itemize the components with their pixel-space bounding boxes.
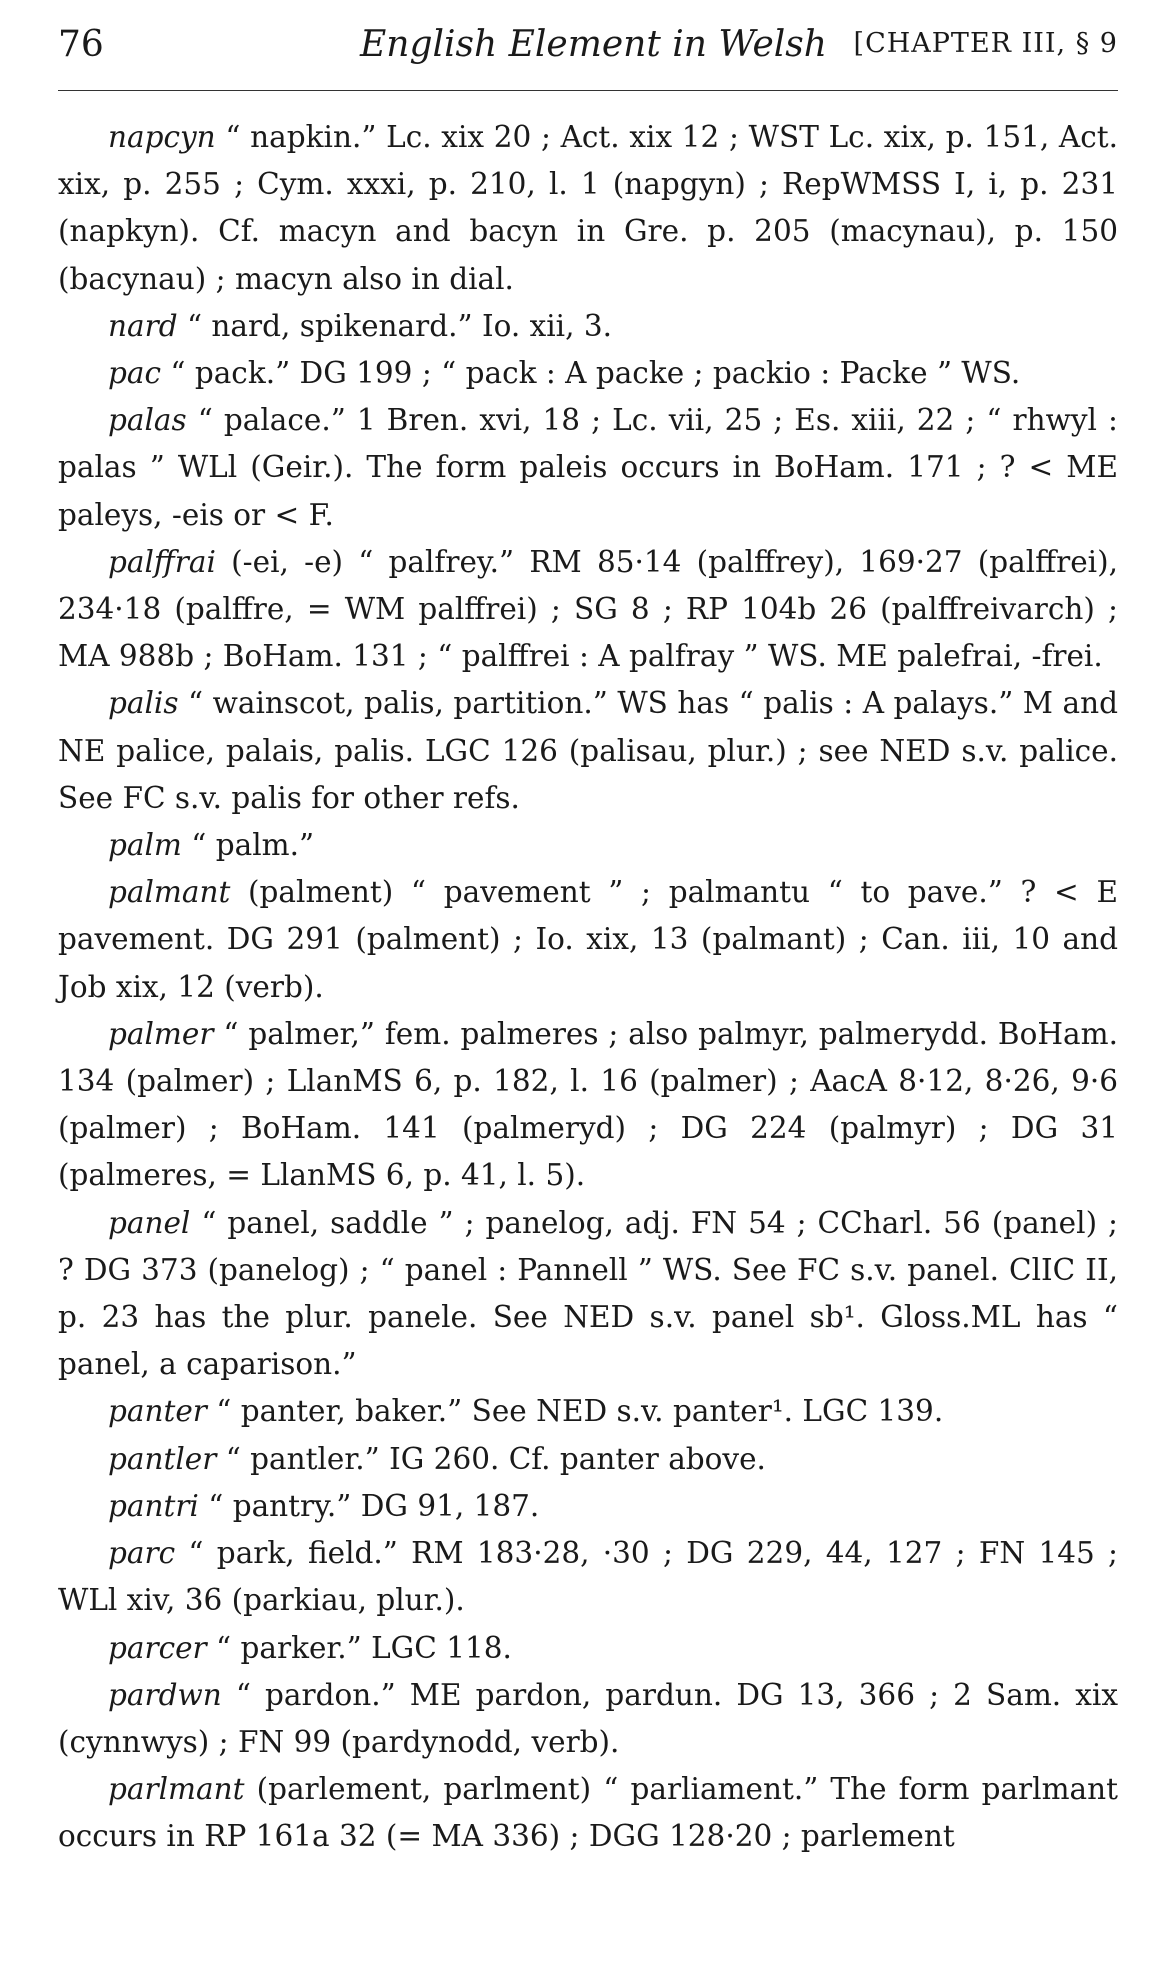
headword: parc [108,1536,176,1571]
headword: palmer [108,1016,214,1051]
entry-text: “ parker.” LGC 118. [206,1630,512,1665]
headword: napcyn [108,120,216,154]
entry-text: “ pantry.” DG 91, 187. [198,1488,540,1523]
headword: palmant [108,875,231,910]
glossary-entry [58,1766,1118,1860]
glossary-entry [58,1672,1118,1766]
entry-text: (parlement, parlment) “ parliament.” The form parlmant occurs in RP 161a 32 (= MA 336) ; DGG 128·20 ; parlement [58,1772,1118,1854]
glossary-entry [58,1011,1118,1200]
glossary-entry [58,1625,1118,1672]
headword: palffrai [108,544,216,579]
glossary-entry [58,1200,1118,1389]
entry-text: “ palmer,” fem. palmeres ; also palmyr, palmerydd. BoHam. 134 (palmer) ; LlanMS 6, p. 182, l. 16 (palmer) ; AacA 8·12, 8·26, 9·6 (palmer) ; BoHam. 141 (palmeryd) ; DG 224 (palmyr) ; DG 31 (palmeres, = LlanMS 6, p. 41, l. 5). [58,1016,1118,1193]
header-rule [58,90,1118,91]
headword: palis [108,686,179,721]
glossary-entry [58,680,1118,822]
page-number: 76 [58,24,104,65]
headword: pardwn [108,1677,222,1712]
headword: nard [108,308,178,343]
headword: parcer [108,1630,207,1665]
headword: pac [108,356,161,391]
glossary-entry [58,350,1118,397]
entry-text: “ palace.” 1 Bren. xvi, 18 ; Lc. vii, 25 ; Es. xiii, 22 ; “ rhwyl : palas ” WLl (Geir.). The form paleis occurs in BoHam. 171 ; ? < ME paleys, -eis or < F. [58,403,1118,532]
headword: pantri [108,1488,199,1523]
glossary-entry [58,1388,1118,1435]
entry-text: “ panel, saddle ” ; panelog, adj. FN 54 ; CCharl. 56 (panel) ; ? DG 373 (panelog) ; “ panel : Pannell ” WS. See FC s.v. panel. ClIC II, p. 23 has the plur. panele. See NED s.v. panel sb¹. Gloss.ML has “ panel, a caparison.” [58,1205,1118,1382]
glossary-entry [58,397,1118,539]
glossary-entry [58,1436,1118,1483]
glossary-entry [58,869,1118,1011]
entry-text: (-ei, -e) “ palfrey.” RM 85·14 (palffrey), 169·27 (palffrei), 234·18 (palffre, = WM palffrei) ; SG 8 ; RP 104b 26 (palffreivarch) ; MA 988b ; BoHam. 131 ; “ palffrei : A palfray ” WS. ME palefrai, -frei. [58,544,1118,674]
glossary-entry [58,1483,1118,1530]
entry-text: “ palm.” [181,828,315,863]
entry-text: “ panter, baker.” See NED s.v. panter¹. LGC 139. [206,1394,944,1429]
running-head [58,24,1118,84]
headword: parlmant [108,1772,245,1807]
entry-text: “ napkin.” Lc. xix 20 ; Act. xix 12 ; WST Lc. xix, p. 151, Act. xix, p. 255 ; Cym. xxxi, p. 210, l. 1 (napgyn) ; RepWMSS I, i, p. 231 (napkyn). Cf. macyn and bacyn in Gre. p. 205 (macynau), p. 150 (bacynau) ; macyn also in dial. [58,120,1118,296]
glossary-entry [58,1530,1118,1624]
headword: panter [108,1394,207,1429]
glossary-entry [58,303,1118,350]
glossary-entry [58,822,1118,869]
glossary-body [58,114,1118,1861]
chapter-reference: [CHAPTER III, § 9 [853,28,1118,59]
entry-text: “ pack.” DG 199 ; “ pack : A packe ; packio : Packe ” WS. [161,356,1021,391]
entry-text: “ park, field.” RM 183·28, ·30 ; DG 229, 44, 127 ; FN 145 ; WLl xiv, 36 (parkiau, plur.). [58,1536,1118,1618]
entry-text: “ pantler.” IG 260. Cf. panter above. [216,1441,766,1476]
headword: palm [108,828,182,863]
entry-text: “ nard, spikenard.” Io. xii, 3. [177,308,612,343]
entry-text: “ wainscot, palis, partition.” WS has “ palis : A palays.” M and NE palice, palais, palis. LGC 126 (palisau, plur.) ; see NED s.v. palice. See FC s.v. palis for other refs. [58,686,1118,815]
glossary-entry [58,539,1118,681]
headword: pantler [108,1441,217,1476]
entry-text: “ pardon.” ME pardon, pardun. DG 13, 366 ; 2 Sam. xix (cynnwys) ; FN 99 (pardynodd, verb). [58,1677,1118,1759]
glossary-entry [58,114,1118,303]
headword: panel [108,1205,191,1240]
running-title: English Element in Welsh [360,24,827,65]
headword: palas [108,403,187,438]
entry-text: (palment) “ pavement ” ; palmantu “ to pave.” ? < E pavement. DG 291 (palment) ; Io. xix, 13 (palmant) ; Can. iii, 10 and Job xix, 12 (verb). [58,875,1118,1004]
